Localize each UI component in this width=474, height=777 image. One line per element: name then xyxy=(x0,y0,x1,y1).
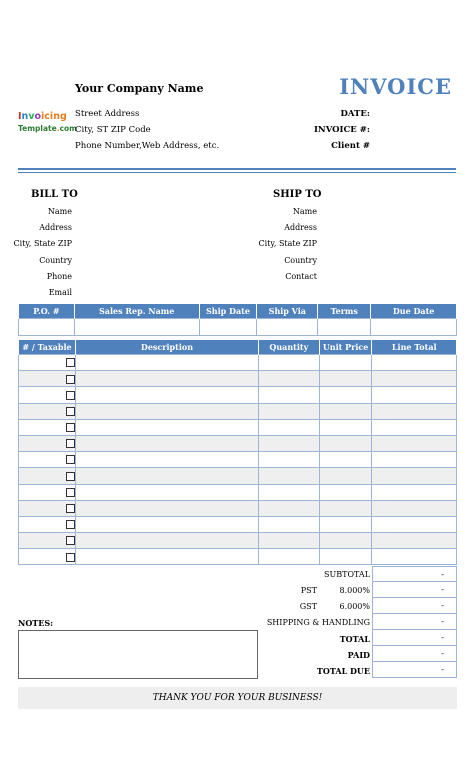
unit-price-cell[interactable] xyxy=(319,468,372,484)
taxable-cell[interactable] xyxy=(19,500,76,516)
total-value: - xyxy=(372,630,457,646)
line-total-cell[interactable] xyxy=(372,484,457,500)
paid-value[interactable]: - xyxy=(372,646,457,662)
ship-to-title: SHIP TO xyxy=(273,189,322,200)
description-cell[interactable] xyxy=(76,452,259,468)
pst-rate: 8.000% xyxy=(339,586,370,595)
line-total-cell[interactable] xyxy=(372,452,457,468)
quantity-cell[interactable] xyxy=(258,355,319,371)
quantity-cell[interactable] xyxy=(258,419,319,435)
shipping-label: SHIPPING & HANDLING xyxy=(266,618,370,627)
description-cell[interactable] xyxy=(76,533,259,549)
taxable-checkbox[interactable] xyxy=(66,439,75,448)
line-total-cell[interactable] xyxy=(372,371,457,387)
taxable-cell[interactable] xyxy=(19,516,76,532)
bill-to-phone-label: Phone xyxy=(46,272,72,281)
description-cell[interactable] xyxy=(76,387,259,403)
taxable-checkbox[interactable] xyxy=(66,423,75,432)
invoice-title: INVOICE xyxy=(339,74,452,99)
line-total-cell[interactable] xyxy=(372,387,457,403)
item-row xyxy=(19,500,457,516)
ship-via-cell[interactable] xyxy=(257,319,318,336)
taxable-checkbox[interactable] xyxy=(66,391,75,400)
notes-label: NOTES: xyxy=(18,618,54,628)
taxable-cell[interactable] xyxy=(19,549,76,565)
taxable-checkbox[interactable] xyxy=(66,375,75,384)
quantity-cell[interactable] xyxy=(258,468,319,484)
po-number-cell[interactable] xyxy=(19,319,75,336)
subtotal-label: SUBTOTAL xyxy=(324,570,370,579)
client-number-label: Client # xyxy=(331,141,370,151)
total-due-label: TOTAL DUE xyxy=(316,666,370,676)
description-cell[interactable] xyxy=(76,484,259,500)
bill-to-country-label: Country xyxy=(39,256,72,265)
pst-value: - xyxy=(372,582,457,598)
description-cell[interactable] xyxy=(76,516,259,532)
ship-to-city-label: City, State ZIP xyxy=(258,239,317,248)
quantity-cell[interactable] xyxy=(258,435,319,451)
line-total-cell[interactable] xyxy=(372,500,457,516)
gst-label: GST xyxy=(299,602,317,611)
sales-rep-cell[interactable] xyxy=(74,319,199,336)
unit-price-cell[interactable] xyxy=(319,549,372,565)
bill-to-city-label: City, State ZIP xyxy=(13,239,72,248)
line-total-cell[interactable] xyxy=(372,533,457,549)
terms-cell[interactable] xyxy=(318,319,371,336)
taxable-cell[interactable] xyxy=(19,419,76,435)
notes-field[interactable] xyxy=(18,630,258,679)
line-total-cell[interactable] xyxy=(372,516,457,532)
description-cell[interactable] xyxy=(76,419,259,435)
unit-price-cell[interactable] xyxy=(319,500,372,516)
due-date-cell[interactable] xyxy=(371,319,457,336)
bill-to-name-label: Name xyxy=(47,207,72,216)
unit-price-cell[interactable] xyxy=(319,435,372,451)
total-due-value: - xyxy=(372,662,457,678)
quantity-header: Quantity xyxy=(258,340,319,355)
quantity-cell[interactable] xyxy=(258,484,319,500)
quantity-cell[interactable] xyxy=(258,533,319,549)
unit-price-header: Unit Price xyxy=(319,340,372,355)
ship-date-cell[interactable] xyxy=(199,319,257,336)
taxable-cell[interactable] xyxy=(19,484,76,500)
taxable-checkbox[interactable] xyxy=(66,488,75,497)
taxable-cell[interactable] xyxy=(19,387,76,403)
quantity-cell[interactable] xyxy=(258,549,319,565)
description-cell[interactable] xyxy=(76,403,259,419)
taxable-checkbox[interactable] xyxy=(66,536,75,545)
header-divider-thin xyxy=(18,172,456,173)
description-cell[interactable] xyxy=(76,549,259,565)
item-row xyxy=(19,435,457,451)
bill-to-email-label: Email xyxy=(48,288,72,297)
line-total-cell[interactable] xyxy=(372,419,457,435)
company-name: Your Company Name xyxy=(75,82,204,95)
description-cell[interactable] xyxy=(76,468,259,484)
taxable-cell[interactable] xyxy=(19,355,76,371)
line-total-cell[interactable] xyxy=(372,355,457,371)
description-cell[interactable] xyxy=(76,435,259,451)
quantity-cell[interactable] xyxy=(258,500,319,516)
shipping-value[interactable]: - xyxy=(372,614,457,630)
taxable-cell[interactable] xyxy=(19,533,76,549)
item-row xyxy=(19,355,457,371)
item-row xyxy=(19,403,457,419)
item-row xyxy=(19,371,457,387)
unit-price-cell[interactable] xyxy=(319,516,372,532)
total-label: TOTAL xyxy=(339,634,370,644)
unit-price-cell[interactable] xyxy=(319,387,372,403)
bill-to-address-label: Address xyxy=(39,223,72,232)
item-row xyxy=(19,533,457,549)
gst-value: - xyxy=(372,598,457,614)
item-row xyxy=(19,549,457,565)
ship-via-header: Ship Via xyxy=(257,304,318,319)
bill-to-title: BILL TO xyxy=(31,189,78,200)
taxable-cell[interactable] xyxy=(19,452,76,468)
taxable-cell[interactable] xyxy=(19,403,76,419)
item-row xyxy=(19,419,457,435)
invoice-number-label: INVOICE #: xyxy=(313,125,370,135)
line-total-cell[interactable] xyxy=(372,468,457,484)
sales-rep-header: Sales Rep. Name xyxy=(74,304,199,319)
terms-header: Terms xyxy=(318,304,371,319)
street-address: Street Address xyxy=(75,109,140,119)
po-number-header: P.O. # xyxy=(19,304,75,319)
paid-label: PAID xyxy=(347,650,370,660)
ship-date-header: Ship Date xyxy=(199,304,257,319)
line-total-cell[interactable] xyxy=(372,403,457,419)
ship-to-country-label: Country xyxy=(284,256,317,265)
line-total-cell[interactable] xyxy=(372,435,457,451)
taxable-cell[interactable] xyxy=(19,371,76,387)
description-cell[interactable] xyxy=(76,355,259,371)
taxable-checkbox[interactable] xyxy=(66,520,75,529)
date-label: DATE: xyxy=(340,109,370,119)
ship-to-address-label: Address xyxy=(284,223,317,232)
taxable-checkbox[interactable] xyxy=(66,553,75,562)
quantity-cell[interactable] xyxy=(258,403,319,419)
due-date-header: Due Date xyxy=(371,304,457,319)
taxable-checkbox[interactable] xyxy=(66,407,75,416)
quantity-cell[interactable] xyxy=(258,387,319,403)
line-total-header: Line Total xyxy=(372,340,457,355)
subtotal-value: - xyxy=(372,566,457,582)
thank-you-footer: THANK YOU FOR YOUR BUSINESS! xyxy=(18,687,457,709)
description-cell[interactable] xyxy=(76,371,259,387)
line-total-cell[interactable] xyxy=(372,549,457,565)
header-divider xyxy=(18,168,456,170)
description-header: Description xyxy=(76,340,259,355)
invoicing-template-logo: Invoicing Template.com xyxy=(18,111,77,133)
order-info-table xyxy=(18,303,457,336)
line-items-table xyxy=(18,339,457,565)
taxable-checkbox[interactable] xyxy=(66,455,75,464)
item-row xyxy=(19,516,457,532)
unit-price-cell[interactable] xyxy=(319,403,372,419)
gst-rate: 6.000% xyxy=(339,602,370,611)
phone-web: Phone Number,Web Address, etc. xyxy=(75,141,220,151)
item-row xyxy=(19,387,457,403)
description-cell[interactable] xyxy=(76,500,259,516)
item-row xyxy=(19,468,457,484)
ship-to-name-label: Name xyxy=(292,207,317,216)
quantity-cell[interactable] xyxy=(258,452,319,468)
item-row xyxy=(19,452,457,468)
unit-price-cell[interactable] xyxy=(319,371,372,387)
item-row xyxy=(19,484,457,500)
taxable-cell[interactable] xyxy=(19,435,76,451)
unit-price-cell[interactable] xyxy=(319,419,372,435)
pst-label: PST xyxy=(300,586,317,595)
taxable-checkbox[interactable] xyxy=(66,358,75,367)
taxable-checkbox[interactable] xyxy=(66,472,75,481)
unit-price-cell[interactable] xyxy=(319,533,372,549)
unit-price-cell[interactable] xyxy=(319,484,372,500)
quantity-cell[interactable] xyxy=(258,516,319,532)
city-state-zip: City, ST ZIP Code xyxy=(75,125,151,135)
taxable-cell[interactable] xyxy=(19,468,76,484)
quantity-cell[interactable] xyxy=(258,371,319,387)
ship-to-contact-label: Contact xyxy=(285,272,317,281)
taxable-checkbox[interactable] xyxy=(66,504,75,513)
taxable-header: # / Taxable xyxy=(19,340,76,355)
unit-price-cell[interactable] xyxy=(319,355,372,371)
unit-price-cell[interactable] xyxy=(319,452,372,468)
